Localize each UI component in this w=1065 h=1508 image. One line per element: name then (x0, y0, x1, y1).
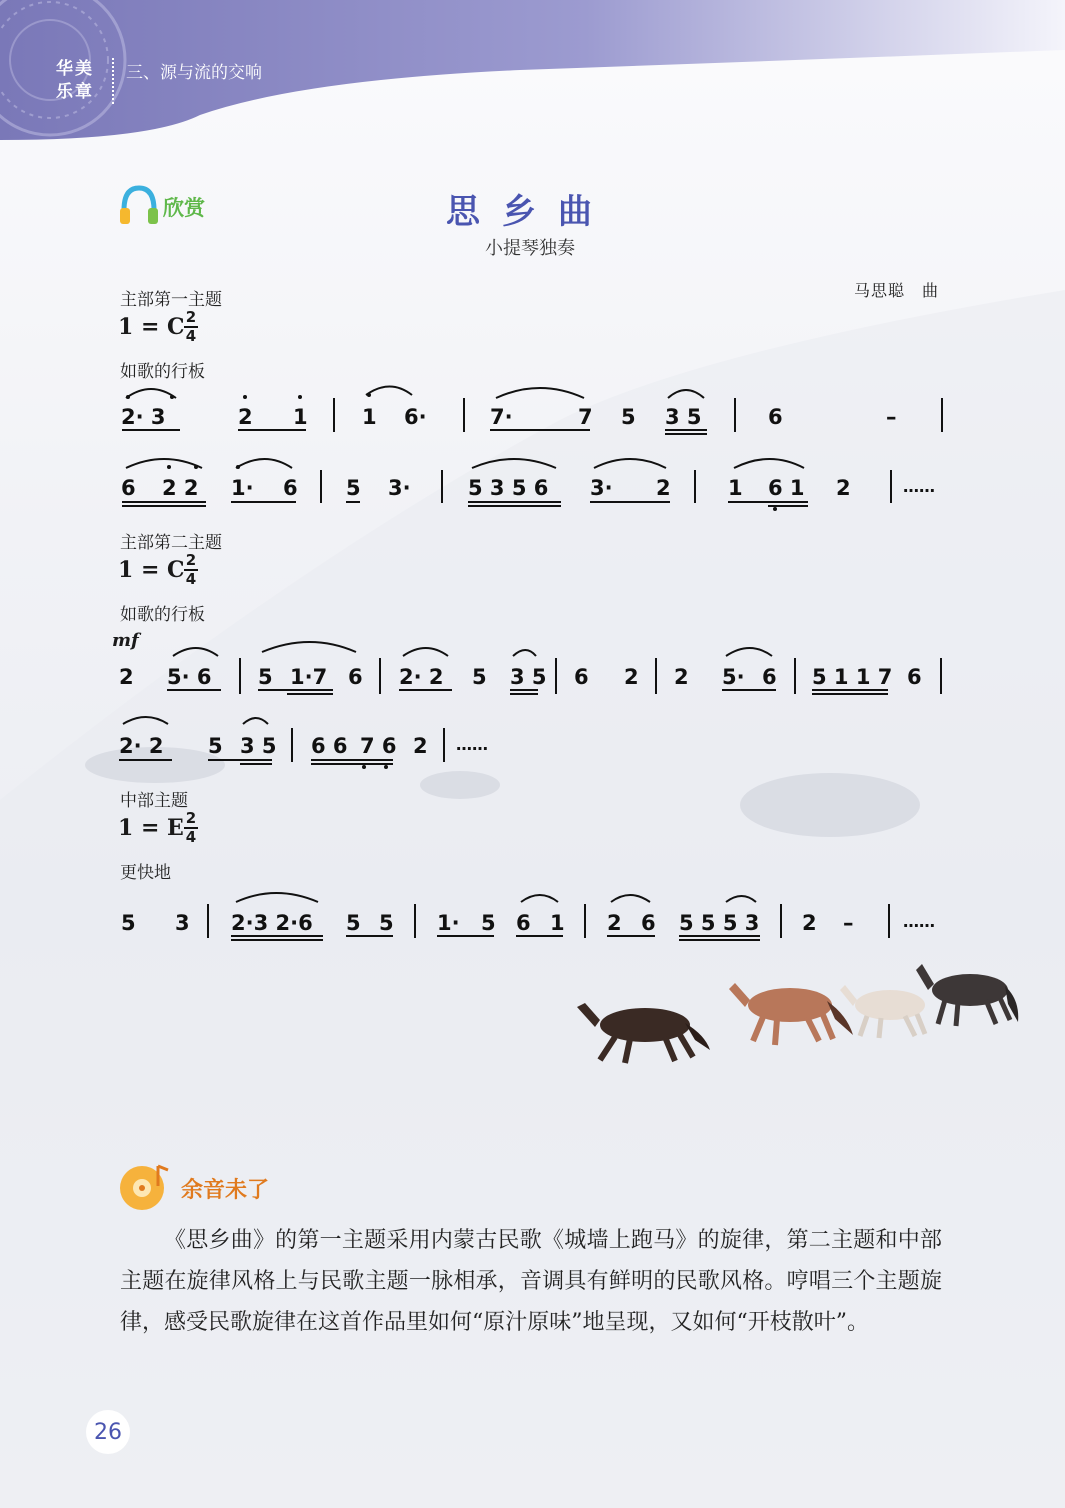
theme-1-tempo: 如歌的行板 (120, 362, 205, 382)
svg-text:7 6: 7 6 (360, 734, 397, 758)
svg-text:7: 7 (578, 405, 593, 429)
svg-text:……: …… (903, 477, 935, 496)
svg-text:–: – (843, 911, 854, 935)
svg-text:1·7: 1·7 (290, 665, 328, 689)
svg-text:3 5: 3 5 (510, 665, 547, 689)
svg-text:2: 2 (656, 476, 671, 500)
theme-2-key: 1 = C (118, 557, 185, 583)
svg-text:5 5 5 3: 5 5 5 3 (679, 911, 760, 935)
svg-text:1: 1 (362, 405, 377, 429)
svg-text:2: 2 (836, 476, 851, 500)
svg-text:5: 5 (621, 405, 636, 429)
svg-text:6: 6 (762, 665, 777, 689)
svg-text:2· 3: 2· 3 (121, 405, 166, 429)
svg-text:5: 5 (346, 911, 361, 935)
svg-text:1: 1 (293, 405, 308, 429)
svg-text:6: 6 (574, 665, 589, 689)
svg-text:1·: 1· (437, 911, 460, 935)
svg-text:–: – (886, 405, 897, 429)
song-title: 思乡曲 (446, 192, 614, 232)
svg-text:1: 1 (728, 476, 743, 500)
theme-1-name: 主部第一主题 (120, 290, 222, 310)
svg-text:6: 6 (768, 405, 783, 429)
svg-text:3 5: 3 5 (665, 405, 702, 429)
svg-text:……: …… (456, 735, 488, 754)
song-subtitle: 小提琴独奏 (485, 238, 575, 259)
svg-text:5: 5 (481, 911, 496, 935)
afterword-title: 余音未了 (181, 1178, 270, 1203)
svg-text:2: 2 (607, 911, 622, 935)
theme-3-tempo: 更快地 (120, 863, 171, 883)
theme-2-name: 主部第二主题 (120, 533, 222, 553)
theme-3-key: 1 = E (118, 815, 184, 841)
svg-text:5· 6: 5· 6 (167, 665, 212, 689)
svg-text:3 5: 3 5 (240, 734, 277, 758)
svg-text:5 1 1 7: 5 1 1 7 (812, 665, 893, 689)
theme-2-time-signature: 2 4 (185, 551, 197, 588)
series-title: 华美 乐章 (56, 59, 94, 102)
theme-3-name: 中部主题 (120, 791, 188, 811)
svg-text:3·: 3· (388, 476, 411, 500)
svg-text:5: 5 (121, 911, 136, 935)
svg-text:6: 6 (283, 476, 298, 500)
svg-text:2· 2: 2· 2 (119, 734, 164, 758)
svg-text:3: 3 (175, 911, 190, 935)
svg-text:5: 5 (258, 665, 273, 689)
cd-music-icon (118, 1160, 172, 1214)
theme-1-time-signature: 2 4 (185, 308, 197, 345)
listen-label: 欣赏 (163, 196, 205, 220)
composer-credit: 马思聪 曲 (853, 281, 939, 300)
header-divider (112, 58, 114, 104)
svg-text:2: 2 (413, 734, 428, 758)
svg-text:6: 6 (907, 665, 922, 689)
svg-text:5: 5 (472, 665, 487, 689)
afterword-text: 《思乡曲》的第一主题采用内蒙古民歌《城墙上跑马》的旋律，第二主题和中部主题在旋律风格上与民歌主题一脉相承，音调具有鲜明的民歌风格。哼唱三个主题旋律，感受民歌旋律在这首作品里如何“原汁原味”地呈现，又如何“开枝散叶”。 (120, 1228, 942, 1335)
svg-text:6·: 6· (404, 405, 427, 429)
svg-text:1: 1 (550, 911, 565, 935)
svg-text:6 6: 6 6 (311, 734, 348, 758)
svg-text:2: 2 (802, 911, 817, 935)
svg-text:1·: 1· (231, 476, 254, 500)
headphones-icon (118, 184, 160, 226)
svg-text:2: 2 (238, 405, 253, 429)
theme-2-tempo: 如歌的行板 (120, 605, 205, 625)
svg-text:5 3 5 6: 5 3 5 6 (468, 476, 549, 500)
svg-text:2: 2 (674, 665, 689, 689)
theme-1-key: 1 = C (118, 314, 185, 340)
svg-text:……: …… (903, 912, 935, 931)
svg-text:6: 6 (121, 476, 136, 500)
svg-text:2·3 2·6: 2·3 2·6 (231, 911, 313, 935)
svg-text:5·: 5· (722, 665, 745, 689)
svg-text:6 1: 6 1 (768, 476, 805, 500)
svg-text:6: 6 (641, 911, 656, 935)
svg-text:7·: 7· (490, 405, 513, 429)
svg-text:5: 5 (346, 476, 361, 500)
svg-text:3·: 3· (590, 476, 613, 500)
svg-text:5: 5 (379, 911, 394, 935)
svg-text:2 2: 2 2 (162, 476, 199, 500)
svg-text:5: 5 (208, 734, 223, 758)
chapter-title: 三、源与流的交响 (126, 63, 262, 83)
svg-text:6: 6 (348, 665, 363, 689)
svg-text:2: 2 (624, 665, 639, 689)
theme-3-time-signature: 2 4 (185, 809, 197, 846)
svg-text:2: 2 (119, 665, 134, 689)
page-number: 26 (86, 1410, 130, 1454)
dynamic-marking: mf (112, 630, 139, 651)
svg-text:6: 6 (516, 911, 531, 935)
svg-text:2· 2: 2· 2 (399, 665, 444, 689)
